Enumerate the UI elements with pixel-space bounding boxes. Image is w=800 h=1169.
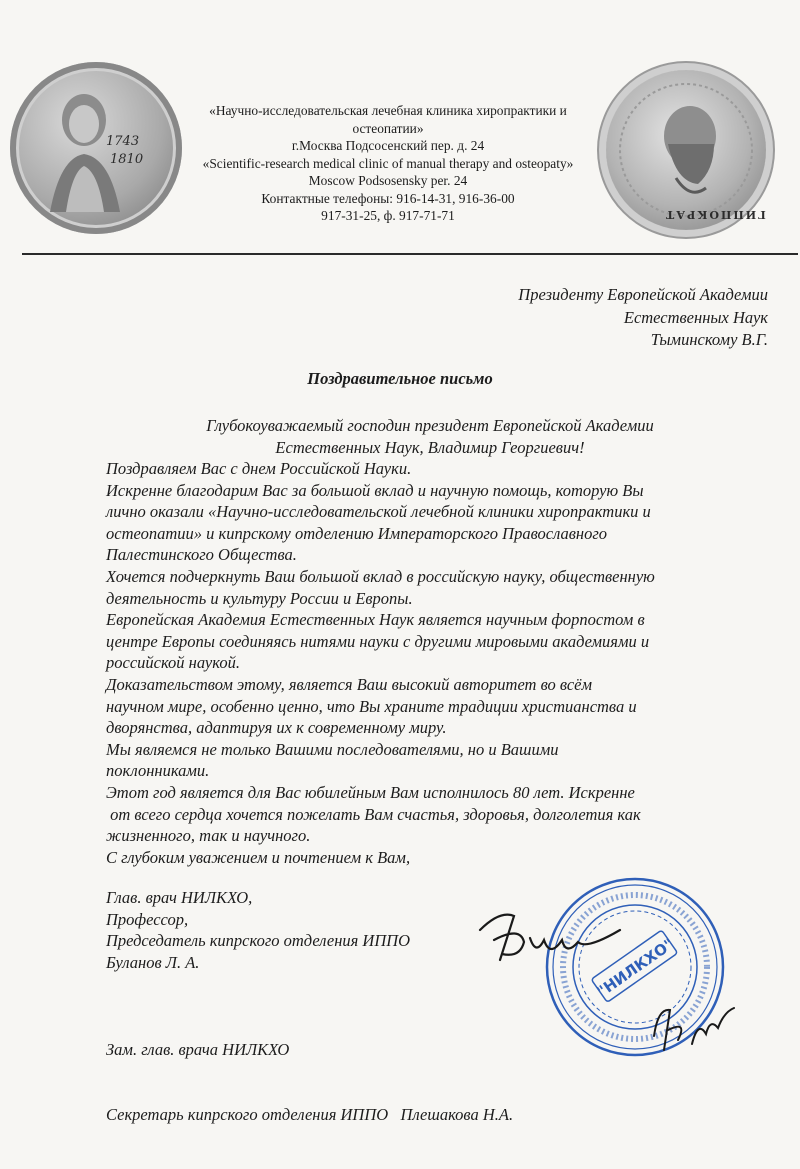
- handwritten-signature-2: [648, 1000, 738, 1060]
- body-line: остеопатии» и кипрскому отделению Императорского Православного: [106, 523, 608, 543]
- hippocrates-relief: [606, 70, 766, 230]
- body-line: дворянства, адаптируя их к современному миру.: [106, 718, 447, 738]
- body-line: от всего сердца хочется пожелать Вам счастья, здоровья, долголетия как: [106, 804, 641, 824]
- body-line: Этот год является для Вас юбилейным Вам исполнилось 80 лет. Искренне: [106, 782, 635, 802]
- body-line: лично оказали «Научно-исследовательской лечебной клиники хиропрактики и: [106, 502, 651, 522]
- signature-line: Глав. врач НИЛКХО,: [106, 888, 253, 907]
- header-line: остеопатии»: [352, 120, 424, 136]
- header-divider: [22, 253, 798, 255]
- signature-line: Буланов Л. А.: [106, 952, 200, 972]
- body-line: жизненного, так и научного.: [106, 826, 311, 846]
- body-line: деятельность и культуру России и Европы.: [106, 588, 413, 608]
- portrait-engraving: [10, 62, 182, 234]
- salutation: [130, 415, 730, 458]
- signature-block-1: [106, 887, 410, 973]
- body-line: Мы являемся не только Вашими последователями, но и Вашими: [106, 739, 559, 759]
- medal-year-1: 1743: [106, 134, 140, 149]
- header-line: г.Москва Подсосенский пер. д. 24: [291, 138, 485, 153]
- letter-body: [106, 458, 756, 868]
- signature-line: Профессор,: [106, 909, 189, 929]
- signature-line: Секретарь кипрского отделения ИППО Плешакова Н.А.: [106, 1104, 514, 1124]
- addressee-line: Естественных Наук: [623, 307, 768, 327]
- salutation-line: Глубокоуважаемый господин президент Европейской Академии: [206, 416, 654, 435]
- body-line: научном мире, особенно ценно, что Вы храните традиции христианства и: [106, 696, 637, 716]
- header-line: «Scientific-research medical clinic of manual therapy and osteopaty»: [202, 155, 574, 171]
- clinic-header: [178, 102, 598, 225]
- signature-line: Зам. глав. врача НИЛКХО: [106, 1040, 290, 1060]
- addressee-block: [518, 284, 768, 352]
- medal-inscription: ГИППОКРАТ: [664, 208, 766, 221]
- signature-line: Председатель кипрского отделения ИППО: [106, 931, 411, 951]
- salutation-line: Естественных Наук, Владимир Георгиевич!: [275, 437, 585, 457]
- handwritten-signature-1: [470, 900, 630, 970]
- body-line: Палестинского Общества.: [106, 545, 297, 565]
- body-line: центре Европы соединяясь нитями науки с другими мировыми академиями и: [106, 631, 650, 651]
- header-line: Контактные телефоны: 916-14-31, 916-36-00: [261, 190, 515, 206]
- body-line: поклонниками.: [106, 761, 210, 781]
- header-line: Moscow Podsosensky per. 24: [308, 173, 468, 188]
- left-medal-emblem: [10, 62, 182, 234]
- signature-block-2: [106, 996, 513, 1169]
- body-line: Искренне благодарим Вас за большой вклад и научную помощь, которую Вы: [106, 480, 644, 500]
- body-line: российской наукой.: [106, 653, 240, 673]
- addressee-line: Президенту Европейской Академии: [518, 285, 768, 304]
- medal-year-2: 1810: [110, 152, 144, 167]
- body-line: Доказательством этому, является Ваш высокий авторитет во всём: [106, 674, 593, 694]
- body-line: Поздравляем Вас с днем Российской Науки.: [106, 459, 412, 478]
- letter-title: Поздравительное письмо: [307, 369, 493, 388]
- addressee-line: Тыминскому В.Г.: [650, 330, 768, 349]
- stamp-center-text: "НИЛКХО": [593, 934, 678, 1001]
- body-line: С глубоким уважением и почтением к Вам,: [106, 847, 411, 867]
- header-line: «Научно-исследовательская лечебная клиника хиропрактики и: [209, 103, 567, 118]
- body-line: Хочется подчеркнуть Ваш большой вклад в российскую науку, общественную: [106, 566, 655, 586]
- right-medal-emblem: [606, 70, 766, 230]
- body-line: Европейская Академия Естественных Наук является научным форпостом в: [106, 610, 645, 630]
- header-line: 917-31-25, ф. 917-71-71: [321, 208, 455, 223]
